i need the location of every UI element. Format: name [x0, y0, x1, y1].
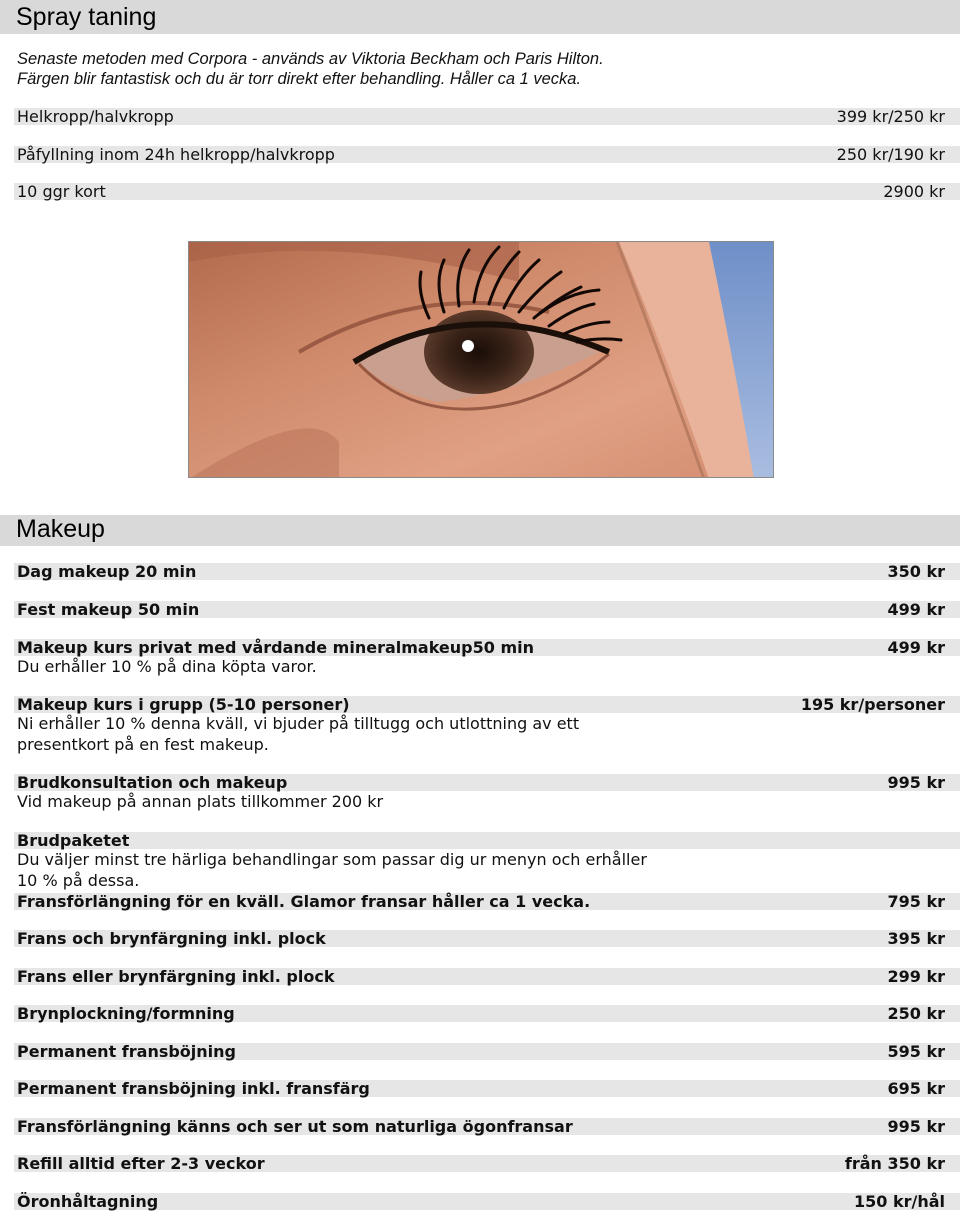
item-note: Vid makeup på annan plats tillkommer 200 kr — [17, 792, 384, 811]
makeup-header — [0, 515, 960, 546]
item-price: 499 kr — [887, 600, 945, 619]
intro-line: Färgen blir fantastisk och du är torr direkt efter behandling. Håller ca 1 vecka. — [17, 70, 582, 88]
spray-taning-header — [0, 0, 960, 34]
item-label: Frans och brynfärgning inkl. plock — [17, 929, 326, 948]
item-price: 299 kr — [887, 967, 945, 986]
item-price: från 350 kr — [844, 1154, 945, 1173]
item-label: Helkropp/halvkropp — [17, 107, 174, 126]
item-price: 795 kr — [887, 892, 945, 911]
item-note: Du väljer minst tre härliga behandlingar som passar dig ur menyn och erhåller — [17, 850, 647, 869]
item-price: 2900 kr — [883, 182, 945, 201]
item-label: Permanent fransböjning inkl. fransfärg — [17, 1079, 370, 1098]
item-label: Dag makeup 20 min — [17, 562, 197, 581]
item-label: Makeup kurs i grupp (5-10 personer) — [17, 695, 350, 714]
item-label: Påfyllning inom 24h helkropp/halvkropp — [17, 145, 335, 164]
item-price: 499 kr — [887, 638, 945, 657]
item-label: Brynplockning/formning — [17, 1004, 235, 1023]
item-price: 595 kr — [887, 1042, 945, 1061]
item-note: 10 % på dessa. — [17, 871, 140, 890]
spray-taning-intro — [17, 49, 937, 89]
item-label: Refill alltid efter 2-3 veckor — [17, 1154, 265, 1173]
item-label: Brudpaketet — [17, 831, 130, 850]
item-label: Fransförlängning känns och ser ut som naturliga ögonfransar — [17, 1117, 573, 1136]
intro-line: Senaste metoden med Corpora - används av Viktoria Beckham och Paris Hilton. — [17, 50, 604, 68]
item-label: Fransförlängning för en kväll. Glamor fransar håller ca 1 vecka. — [17, 892, 591, 911]
item-price: 195 kr/personer — [800, 695, 945, 714]
item-label: 10 ggr kort — [17, 182, 106, 201]
item-label: Fest makeup 50 min — [17, 600, 200, 619]
item-label: Permanent fransböjning — [17, 1042, 236, 1061]
item-label: Brudkonsultation och makeup — [17, 773, 288, 792]
item-price: 350 kr — [887, 562, 945, 581]
item-price: 399 kr/250 kr — [836, 107, 945, 126]
item-label: Frans eller brynfärgning inkl. plock — [17, 967, 335, 986]
eye-photo — [188, 241, 774, 478]
item-note: presentkort på en fest makeup. — [17, 735, 269, 754]
item-price: 150 kr/hål — [853, 1192, 945, 1211]
item-note: Ni erhåller 10 % denna kväll, vi bjuder på tilltugg och utlottning av ett — [17, 714, 580, 733]
item-price: 250 kr — [887, 1004, 945, 1023]
item-price: 395 kr — [887, 929, 945, 948]
item-label: Makeup kurs privat med vårdande mineralmakeup50 min — [17, 638, 534, 657]
item-price: 695 kr — [887, 1079, 945, 1098]
item-note: Du erhåller 10 % på dina köpta varor. — [17, 657, 317, 676]
spray-taning-title: Spray taning — [16, 3, 157, 31]
item-price: 250 kr/190 kr — [836, 145, 945, 164]
makeup-title: Makeup — [16, 515, 105, 543]
item-price: 995 kr — [887, 1117, 945, 1136]
item-price: 995 kr — [887, 773, 945, 792]
item-label: Öronhåltagning — [17, 1192, 159, 1211]
